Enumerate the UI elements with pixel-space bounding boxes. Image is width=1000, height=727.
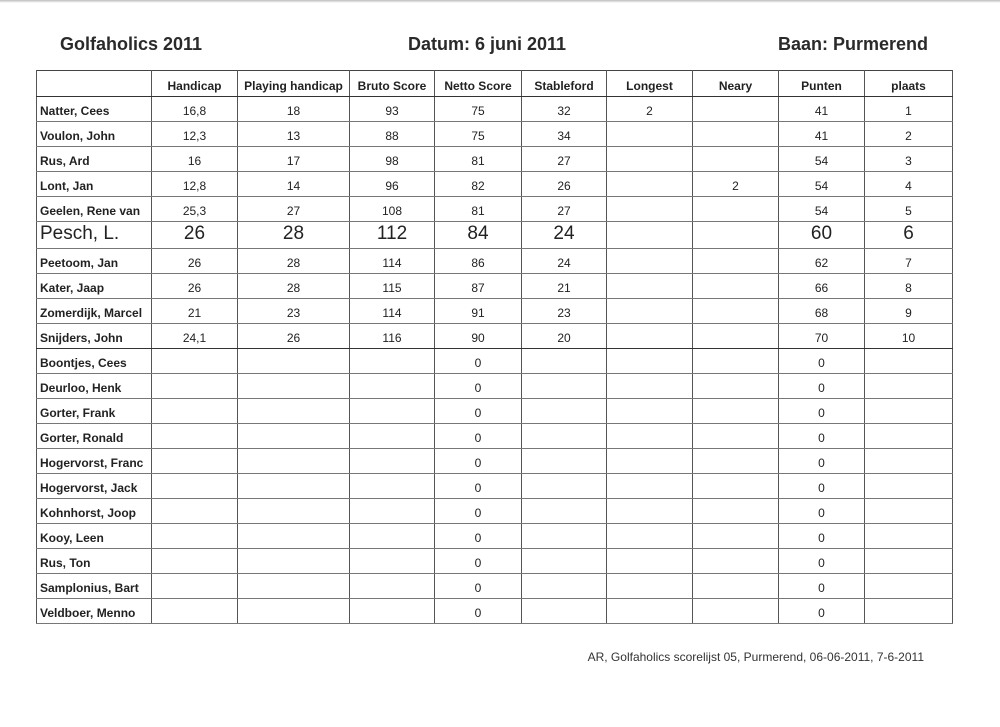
score-cell xyxy=(152,349,238,374)
score-cell xyxy=(152,374,238,399)
score-cell xyxy=(865,524,953,549)
score-cell xyxy=(350,524,435,549)
score-cell: 115 xyxy=(350,274,435,299)
table-row xyxy=(37,599,953,624)
score-cell: 87 xyxy=(435,274,522,299)
score-cell xyxy=(693,499,779,524)
table-row xyxy=(37,499,953,524)
score-cell xyxy=(693,599,779,624)
column-header: Punten xyxy=(779,71,865,97)
score-cell xyxy=(607,222,693,249)
score-cell: 6 xyxy=(865,222,953,249)
score-cell xyxy=(693,574,779,599)
score-cell: 28 xyxy=(238,274,350,299)
score-cell xyxy=(522,599,607,624)
player-name: Kohnhorst, Joop xyxy=(37,499,152,524)
score-cell xyxy=(238,499,350,524)
score-cell xyxy=(152,574,238,599)
player-name: Kater, Jaap xyxy=(37,274,152,299)
score-cell xyxy=(865,374,953,399)
score-cell xyxy=(865,449,953,474)
column-header: plaats xyxy=(865,71,953,97)
column-header: Bruto Score xyxy=(350,71,435,97)
score-cell xyxy=(350,474,435,499)
score-cell xyxy=(693,299,779,324)
score-cell xyxy=(865,399,953,424)
score-cell xyxy=(522,424,607,449)
player-name: Lont, Jan xyxy=(37,172,152,197)
player-name: Deurloo, Henk xyxy=(37,374,152,399)
column-header: Stableford xyxy=(522,71,607,97)
score-cell: 0 xyxy=(779,424,865,449)
score-cell: 20 xyxy=(522,324,607,349)
score-cell: 75 xyxy=(435,122,522,147)
score-cell: 0 xyxy=(779,399,865,424)
score-cell xyxy=(693,349,779,374)
score-cell: 0 xyxy=(435,524,522,549)
score-cell xyxy=(238,524,350,549)
table-row xyxy=(37,147,953,172)
score-cell: 10 xyxy=(865,324,953,349)
score-cell xyxy=(607,147,693,172)
score-cell xyxy=(607,474,693,499)
score-cell xyxy=(607,399,693,424)
score-cell xyxy=(693,122,779,147)
score-cell: 93 xyxy=(350,97,435,122)
table-row xyxy=(37,474,953,499)
score-cell xyxy=(607,499,693,524)
score-cell: 81 xyxy=(435,147,522,172)
score-cell xyxy=(152,399,238,424)
score-cell: 0 xyxy=(779,499,865,524)
table-row xyxy=(37,249,953,274)
score-cell: 114 xyxy=(350,299,435,324)
score-cell xyxy=(152,549,238,574)
table-row xyxy=(37,424,953,449)
score-cell: 70 xyxy=(779,324,865,349)
score-cell xyxy=(350,349,435,374)
score-cell xyxy=(522,499,607,524)
score-cell xyxy=(522,399,607,424)
score-cell xyxy=(152,499,238,524)
table-row xyxy=(37,449,953,474)
score-cell xyxy=(522,449,607,474)
score-cell xyxy=(607,197,693,222)
score-cell xyxy=(238,549,350,574)
player-name: Zomerdijk, Marcel xyxy=(37,299,152,324)
score-cell: 27 xyxy=(522,197,607,222)
score-cell: 5 xyxy=(865,197,953,222)
score-cell: 24 xyxy=(522,222,607,249)
score-cell xyxy=(522,574,607,599)
score-cell xyxy=(607,274,693,299)
score-cell: 16,8 xyxy=(152,97,238,122)
score-cell: 0 xyxy=(435,574,522,599)
score-cell xyxy=(865,599,953,624)
score-cell: 0 xyxy=(435,374,522,399)
score-cell: 24,1 xyxy=(152,324,238,349)
score-cell xyxy=(607,122,693,147)
table-row xyxy=(37,574,953,599)
score-cell: 0 xyxy=(435,474,522,499)
score-cell xyxy=(607,172,693,197)
player-name: Natter, Cees xyxy=(37,97,152,122)
score-cell: 9 xyxy=(865,299,953,324)
score-cell xyxy=(522,374,607,399)
course-title: Baan: Purmerend xyxy=(777,34,928,54)
score-cell: 0 xyxy=(779,549,865,574)
score-cell xyxy=(865,549,953,574)
score-cell: 112 xyxy=(350,222,435,249)
score-cell xyxy=(607,549,693,574)
score-cell: 2 xyxy=(865,122,953,147)
score-cell xyxy=(350,399,435,424)
column-header: Longest xyxy=(607,71,693,97)
score-cell: 114 xyxy=(350,249,435,274)
score-cell xyxy=(607,424,693,449)
score-cell: 91 xyxy=(435,299,522,324)
score-cell xyxy=(350,424,435,449)
score-cell xyxy=(693,222,779,249)
score-cell: 81 xyxy=(435,197,522,222)
player-name: Snijders, John xyxy=(37,324,152,349)
player-name: Samplonius, Bart xyxy=(37,574,152,599)
score-cell xyxy=(865,474,953,499)
score-cell: 26 xyxy=(522,172,607,197)
table-row xyxy=(37,374,953,399)
score-cell xyxy=(693,524,779,549)
score-cell: 24 xyxy=(522,249,607,274)
score-cell xyxy=(607,574,693,599)
table-row xyxy=(37,549,953,574)
score-cell xyxy=(238,449,350,474)
score-cell xyxy=(693,197,779,222)
score-cell: 23 xyxy=(522,299,607,324)
player-name: Hogervorst, Jack xyxy=(37,474,152,499)
player-name: Peetoom, Jan xyxy=(37,249,152,274)
score-cell xyxy=(350,449,435,474)
score-cell: 62 xyxy=(779,249,865,274)
score-cell xyxy=(693,474,779,499)
player-name: Rus, Ard xyxy=(37,147,152,172)
score-cell: 4 xyxy=(865,172,953,197)
score-cell xyxy=(607,299,693,324)
score-cell: 116 xyxy=(350,324,435,349)
table-header-row xyxy=(37,71,953,97)
date-title: Datum: 6 juni 2011 xyxy=(408,34,567,54)
table-row xyxy=(37,122,953,147)
table-body xyxy=(37,97,953,624)
score-cell: 21 xyxy=(152,299,238,324)
score-cell: 66 xyxy=(779,274,865,299)
score-cell xyxy=(238,474,350,499)
score-cell xyxy=(693,549,779,574)
score-cell xyxy=(152,474,238,499)
score-cell: 34 xyxy=(522,122,607,147)
score-cell: 54 xyxy=(779,172,865,197)
score-cell: 23 xyxy=(238,299,350,324)
score-cell xyxy=(238,374,350,399)
score-cell xyxy=(607,324,693,349)
score-cell: 0 xyxy=(435,599,522,624)
score-cell xyxy=(607,249,693,274)
score-cell xyxy=(865,424,953,449)
score-cell: 0 xyxy=(779,449,865,474)
header-corner xyxy=(37,71,152,97)
score-cell: 0 xyxy=(779,524,865,549)
column-header: Netto Score xyxy=(435,71,522,97)
player-name: Veldboer, Menno xyxy=(37,599,152,624)
score-cell xyxy=(152,599,238,624)
score-table xyxy=(36,70,953,624)
score-cell xyxy=(693,97,779,122)
score-cell xyxy=(693,147,779,172)
score-cell: 26 xyxy=(152,274,238,299)
score-cell: 82 xyxy=(435,172,522,197)
score-cell: 21 xyxy=(522,274,607,299)
column-header: Playing handicap xyxy=(238,71,350,97)
score-cell: 0 xyxy=(435,499,522,524)
score-cell xyxy=(693,324,779,349)
score-cell: 32 xyxy=(522,97,607,122)
score-cell: 14 xyxy=(238,172,350,197)
score-cell xyxy=(607,449,693,474)
table-row xyxy=(37,274,953,299)
player-name: Rus, Ton xyxy=(37,549,152,574)
score-cell: 0 xyxy=(435,549,522,574)
score-cell: 7 xyxy=(865,249,953,274)
player-name: Boontjes, Cees xyxy=(37,349,152,374)
score-cell xyxy=(865,499,953,524)
score-cell: 0 xyxy=(779,349,865,374)
score-cell: 0 xyxy=(779,574,865,599)
player-name: Gorter, Ronald xyxy=(37,424,152,449)
score-cell xyxy=(238,349,350,374)
table-row xyxy=(37,97,953,122)
score-cell xyxy=(522,549,607,574)
score-cell xyxy=(865,349,953,374)
table-row xyxy=(37,524,953,549)
score-cell xyxy=(607,349,693,374)
score-cell: 2 xyxy=(693,172,779,197)
player-name: Geelen, Rene van xyxy=(37,197,152,222)
score-cell xyxy=(350,599,435,624)
score-cell: 26 xyxy=(238,324,350,349)
score-cell: 3 xyxy=(865,147,953,172)
score-cell: 0 xyxy=(435,399,522,424)
score-cell: 12,3 xyxy=(152,122,238,147)
score-cell xyxy=(865,574,953,599)
score-cell: 28 xyxy=(238,249,350,274)
score-cell: 96 xyxy=(350,172,435,197)
footer-note: AR, Golfaholics scorelijst 05, Purmerend, 06-06-2011, 7-6-2011 xyxy=(587,650,924,664)
player-name: Gorter, Frank xyxy=(37,399,152,424)
score-cell: 16 xyxy=(152,147,238,172)
score-cell: 25,3 xyxy=(152,197,238,222)
score-cell xyxy=(522,524,607,549)
score-cell: 27 xyxy=(522,147,607,172)
score-cell xyxy=(522,349,607,374)
table-row xyxy=(37,222,953,249)
table-row xyxy=(37,172,953,197)
score-cell: 27 xyxy=(238,197,350,222)
score-cell xyxy=(693,249,779,274)
score-cell xyxy=(350,374,435,399)
table-row xyxy=(37,324,953,349)
score-cell: 84 xyxy=(435,222,522,249)
player-name: Kooy, Leen xyxy=(37,524,152,549)
score-cell xyxy=(152,424,238,449)
score-cell xyxy=(350,499,435,524)
score-cell: 1 xyxy=(865,97,953,122)
scan-edge xyxy=(0,0,1000,3)
table-row xyxy=(37,349,953,374)
score-cell xyxy=(522,474,607,499)
score-cell: 86 xyxy=(435,249,522,274)
table-row xyxy=(37,197,953,222)
player-name: Hogervorst, Franc xyxy=(37,449,152,474)
score-cell: 0 xyxy=(779,374,865,399)
score-cell: 108 xyxy=(350,197,435,222)
score-cell: 28 xyxy=(238,222,350,249)
score-cell: 18 xyxy=(238,97,350,122)
score-cell xyxy=(238,574,350,599)
score-cell xyxy=(238,399,350,424)
score-cell: 68 xyxy=(779,299,865,324)
score-cell: 41 xyxy=(779,97,865,122)
score-cell: 54 xyxy=(779,197,865,222)
page-header xyxy=(0,34,1000,58)
score-cell: 90 xyxy=(435,324,522,349)
score-cell xyxy=(238,424,350,449)
score-cell xyxy=(238,599,350,624)
score-cell xyxy=(607,599,693,624)
score-cell: 75 xyxy=(435,97,522,122)
score-cell: 0 xyxy=(779,474,865,499)
column-header: Neary xyxy=(693,71,779,97)
club-title: Golfaholics 2011 xyxy=(60,34,203,54)
score-cell xyxy=(152,449,238,474)
column-header: Handicap xyxy=(152,71,238,97)
player-name: Voulon, John xyxy=(37,122,152,147)
score-cell xyxy=(693,424,779,449)
score-cell xyxy=(693,399,779,424)
score-cell xyxy=(693,274,779,299)
score-cell: 8 xyxy=(865,274,953,299)
score-cell: 12,8 xyxy=(152,172,238,197)
score-cell xyxy=(693,449,779,474)
score-cell: 26 xyxy=(152,222,238,249)
score-cell: 88 xyxy=(350,122,435,147)
score-cell xyxy=(607,374,693,399)
score-cell: 0 xyxy=(435,424,522,449)
score-cell: 41 xyxy=(779,122,865,147)
score-cell: 98 xyxy=(350,147,435,172)
score-cell: 54 xyxy=(779,147,865,172)
score-cell: 0 xyxy=(779,599,865,624)
score-cell xyxy=(152,524,238,549)
score-cell: 2 xyxy=(607,97,693,122)
score-cell: 0 xyxy=(435,449,522,474)
score-cell xyxy=(350,549,435,574)
score-cell: 17 xyxy=(238,147,350,172)
score-cell: 60 xyxy=(779,222,865,249)
table-row xyxy=(37,299,953,324)
score-cell xyxy=(693,374,779,399)
score-cell: 13 xyxy=(238,122,350,147)
score-cell xyxy=(607,524,693,549)
player-name: Pesch, L. xyxy=(37,222,152,249)
score-cell: 26 xyxy=(152,249,238,274)
table-row xyxy=(37,399,953,424)
score-cell: 0 xyxy=(435,349,522,374)
score-cell xyxy=(350,574,435,599)
